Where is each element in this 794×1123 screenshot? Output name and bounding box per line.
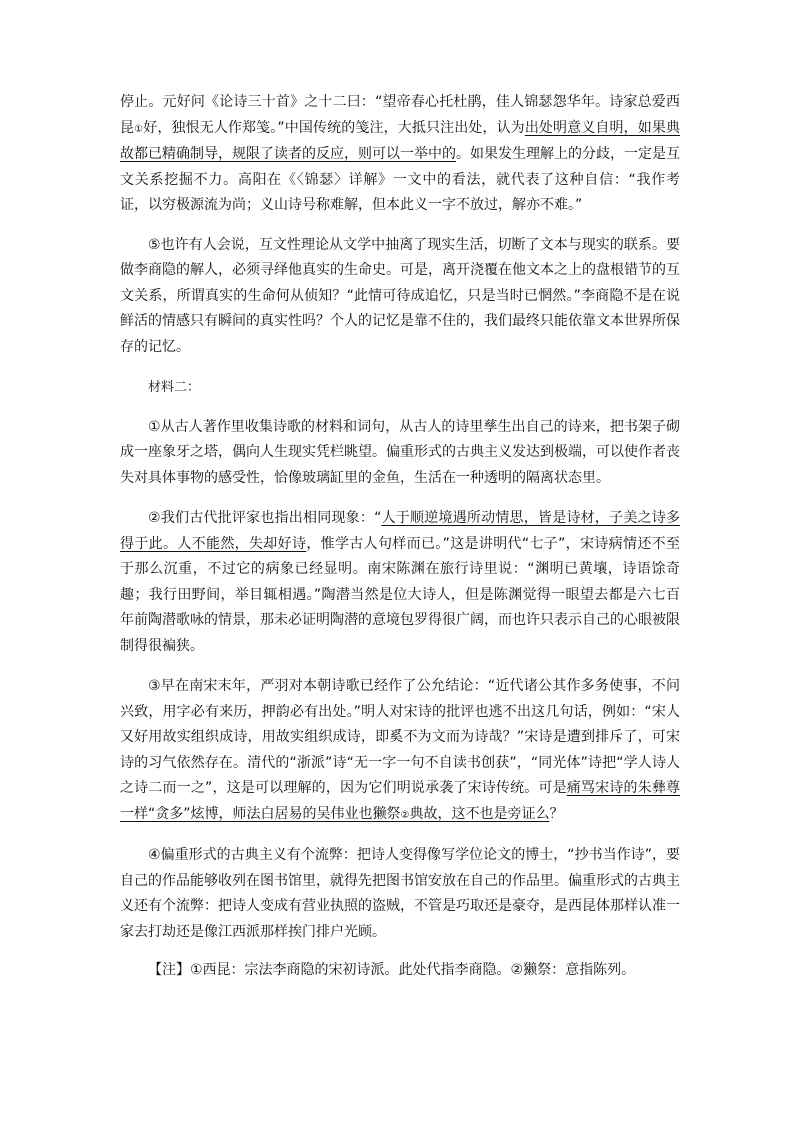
paragraph-5: ⑤也许有人会说，互文性理论从文学中抽离了现实生活，切断了文本与现实的联系。要做李商隐的解人，必须寻绎他真实的生命史。可是，离开浇覆在他文本之上的盘根错节的互文关系，所谓真实的生命何从侦知？“此情可待成追忆，只是当时已惘然。”李商隐不是在说鲜活的情感只有瞬间的真实性吗？个人的记忆是靠不住的，我们最终只能依靠文本世界所保存的记忆。 xyxy=(120,236,680,355)
material-2-paragraph-1: ①从古人著作里收集诗歌的材料和词句，从古人的诗里孳生出自己的诗来，把书架子砌成一座象牙之塔，偶向人生现实凭栏眺望。偏重形式的古典主义发达到极端，可以使作者丧失对具体事物的感受性，恰像玻璃缸里的金鱼，生活在一种透明的隔离状态里。 xyxy=(120,418,680,486)
material-2-label: 材料二： xyxy=(148,380,201,395)
text-span: ③早在南宋末年，严羽对本朝诗歌已经作了公允结论：“近代诸公其作多务使事，不问兴致，用字必有来历，押韵必有出处。”明人对宋诗的批评也逃不出这几句话，例如：“宋人又好用故实组织成诗，用故实组织成诗，即奚不为文而为诗哉？”宋诗是遭到排斥了，可宋诗的习气依然存在。清代的“浙派”诗“无一字一句不自读书创获”，“同光体”诗把“学人诗人之诗二而一之”，这是可以理解的，因为它们明说承袭了宋诗传统。可是 xyxy=(120,678,680,796)
text-span: ，惟学古人句样而已。”这是讲明代“七子”，宋诗病情还不至于那么沉重，不过它的病象已经显明。南宋陈渊在旅行诗里说：“渊明已黄壤，诗语馀奇趣；我行田野间，举目辄相遇。”陶潜当然是位大诗人，但是陈渊觉得一眼望去都是六七百年前陶潜歌咏的情景，那未必证明陶潜的意境包罗得很广阔，而也许只表示自己的心眼被限制得很褊狭。 xyxy=(120,535,681,654)
underlined-sentence: 典故，这不也是旁证么 xyxy=(409,805,550,822)
underlined-sentence: 人于顺逆境遇所动情思，皆是诗材，子美之诗多得于此。人不能然，失却好诗 xyxy=(120,510,680,552)
paragraph-continued xyxy=(120,90,680,219)
footnote-marker-1: ① xyxy=(134,123,144,135)
text-span: 停止。元好问《论诗三十首》之十二曰：“望帝春心托杜鹃，佳人锦瑟怨华年。诗家总爱西昆 xyxy=(120,94,680,136)
text-span: 。如果发生理解上的分歧，一定是互文关系挖掘不力。高阳在《〈锦瑟〉详解》一文中的看法，就代表了这种自信：“我作考证，以穷极源流为尚；义山诗号称难解，但本此义一字不放过，解亦不难。” xyxy=(120,146,680,213)
footnote: 【注】①西昆：宗法李商隐的宋初诗派。此处代指李商隐。②獭祭：意指陈列。 xyxy=(148,962,636,978)
footnote-marker-2: ② xyxy=(400,809,410,821)
text-span: 好，独恨无人作郑笺。”中国传统的笺注，大抵只注出处，认为 xyxy=(143,119,525,136)
text-span: ②我们古代批评家也指出相同现象：“ xyxy=(148,510,382,526)
material-2-paragraph-3 xyxy=(120,674,680,828)
text-span: ？ xyxy=(549,805,564,822)
material-2-paragraph-2 xyxy=(120,506,680,659)
material-2-paragraph-4: ④偏重形式的古典主义有个流弊：把诗人变得像写学位论文的博士，“抄书当作诗”，要自己的作品能够收列在图书馆里，就得先把图书馆安放在自己的作品里。偏重形式的古典主义还有个流弊：把诗人变成有营业执照的盗贼，不管是巧取还是豪夺，是西昆体那样认准一家去打劫还是像江西派那样挨门排户光顾。 xyxy=(120,847,680,940)
underlined-sentence: 出处明意义自明，如果典故都已精确制导，规限了读者的反应，则可以一举中的 xyxy=(120,119,681,162)
underlined-sentence: 痛骂宋诗的朱彝尊一样“贪多”炫博，师法白居易的吴伟业也獭祭 xyxy=(120,780,680,822)
document-page xyxy=(120,90,680,999)
